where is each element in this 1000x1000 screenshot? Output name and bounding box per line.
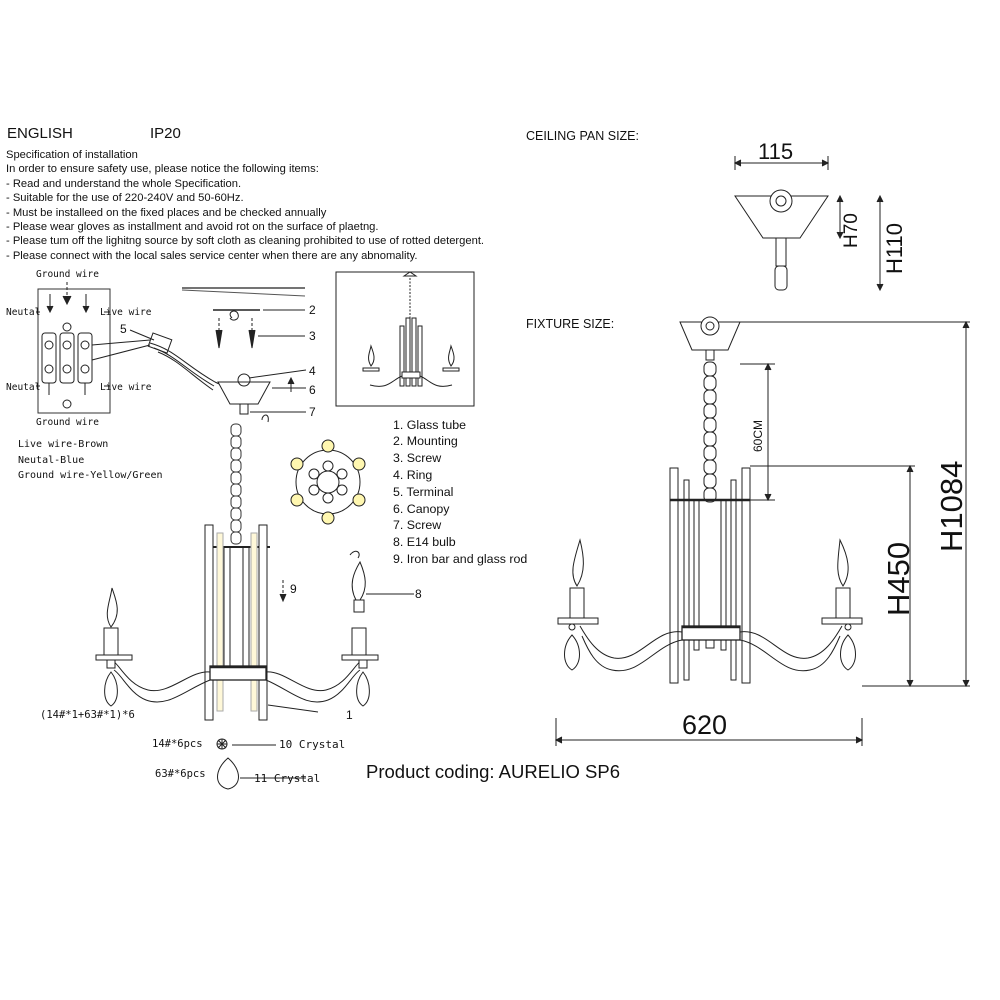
part-item: 6. Canopy [393, 502, 450, 516]
part-item: 8. E14 bulb [393, 535, 456, 549]
part-item: 2. Mounting [393, 434, 458, 448]
part-item: 4. Ring [393, 468, 433, 482]
crystal-formula: (14#*1+63#*1)*6 [40, 709, 135, 721]
callout-6: 6 [309, 383, 316, 397]
crystal-row2-qty: 63#*6pcs [155, 768, 206, 780]
fixture-total-height: H1084 [934, 460, 969, 552]
callout-9: 9 [290, 582, 297, 596]
spec-line: - Suitable for the use of 220-240V and 50-60Hz. [6, 192, 244, 204]
fixture-title: FIXTURE SIZE: [526, 317, 615, 331]
ceiling-pan-h110: H110 [882, 223, 907, 274]
ceiling-pan-h70: H70 [841, 213, 862, 248]
callout-4: 4 [309, 364, 316, 378]
exploded-view [96, 288, 414, 720]
ground-wire-bottom-label: Ground wire [36, 417, 99, 428]
language-label: ENGLISH [7, 125, 73, 142]
assembled-preview [336, 272, 474, 406]
callout-7: 7 [309, 405, 316, 419]
ceiling-pan-title: CEILING PAN SIZE: [526, 129, 639, 143]
live-wire-top-label: Live wire [100, 307, 152, 318]
spec-line: - Must be installeed on the fixed places and be checked annually [6, 207, 327, 219]
part-item: 5. Terminal [393, 485, 454, 499]
wire-legend-item: Ground wire-Yellow/Green [18, 470, 163, 481]
ip-rating: IP20 [150, 125, 181, 142]
callout-2: 2 [309, 303, 316, 317]
crystal-row1-qty: 14#*6pcs [152, 738, 203, 750]
fixture-width: 620 [682, 710, 728, 740]
callout-8: 8 [415, 587, 422, 601]
wiring-diagram [36, 282, 245, 413]
spec-line: In order to ensure safety use, please notice the following items: [6, 163, 319, 175]
ceiling-pan-width: 115 [758, 139, 794, 164]
spec-line: - Read and understand the whole Specification. [6, 178, 242, 190]
spec-line: - Please wear gloves as installment and avoid rot on the surface of plaetng. [6, 221, 379, 233]
callout-5: 5 [120, 322, 127, 336]
crystal-row2-label: 11 Crystal [254, 772, 321, 785]
part-item: 1. Glass tube [393, 418, 467, 432]
part-item: 9. Iron bar and glass rod [393, 552, 528, 566]
crystal-row1-label: 10 Crystal [279, 738, 346, 751]
wire-legend-item: Live wire-Brown [18, 439, 109, 450]
spec-line: - Please tum off the lighitng source by soft cloth as cleaning prohibited to use of rotted detergent. [6, 235, 485, 247]
neutal-top-label: Neutal [6, 307, 41, 318]
callout-1: 1 [346, 708, 353, 722]
product-coding: Product coding: AURELIO SP6 [366, 761, 620, 782]
live-wire-bottom-label: Live wire [100, 382, 152, 393]
crystal-ring-detail [291, 440, 365, 524]
part-item: 7. Screw [393, 518, 442, 532]
spec-title: Specification of installation [6, 149, 138, 161]
fixture-chain-length: 60CM [751, 419, 765, 452]
fixture-body-height: H450 [881, 541, 916, 616]
callout-3: 3 [309, 329, 316, 343]
spec-line: - Please connect with the local sales service center when there are any abnomality. [6, 250, 418, 262]
neutal-bottom-label: Neutal [6, 382, 41, 393]
part-item: 3. Screw [393, 451, 442, 465]
wire-legend-item: Neutal-Blue [18, 455, 85, 466]
ground-wire-top-label: Ground wire [36, 269, 99, 280]
fixture-drawing [556, 317, 970, 746]
